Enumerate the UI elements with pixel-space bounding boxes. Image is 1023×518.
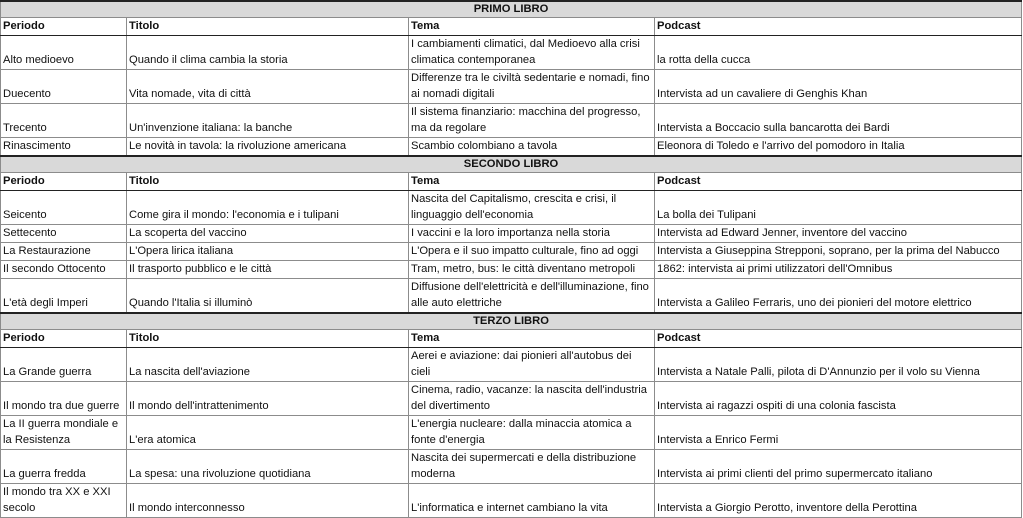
table-row: [1, 348, 1022, 382]
cell-tema: L'informatica e internet cambiano la vita: [409, 484, 655, 518]
cell-periodo: La Restaurazione: [1, 243, 127, 261]
table-row: [1, 243, 1022, 261]
table-row: [1, 138, 1022, 157]
table-row: [1, 416, 1022, 450]
cell-podcast: la rotta della cucca: [655, 36, 1022, 70]
table-row: [1, 382, 1022, 416]
cell-periodo: La guerra fredda: [1, 450, 127, 484]
cell-tema: Aerei e aviazione: dai pionieri all'autobus dei cieli: [409, 348, 655, 382]
cell-periodo: Il secondo Ottocento: [1, 261, 127, 279]
column-header-tema: Tema: [409, 330, 655, 348]
cell-podcast: 1862: intervista ai primi utilizzatori dell'Omnibus: [655, 261, 1022, 279]
cell-tema: Scambio colombiano a tavola: [409, 138, 655, 157]
cell-titolo: La nascita dell'aviazione: [127, 348, 409, 382]
cell-podcast: Intervista a Giuseppina Strepponi, soprano, per la prima del Nabucco: [655, 243, 1022, 261]
cell-tema: I vaccini e la loro importanza nella storia: [409, 225, 655, 243]
cell-podcast: Intervista ai ragazzi ospiti di una colonia fascista: [655, 382, 1022, 416]
cell-periodo: Rinascimento: [1, 138, 127, 157]
cell-tema: Cinema, radio, vacanze: la nascita dell'industria del divertimento: [409, 382, 655, 416]
column-header-titolo: Titolo: [127, 330, 409, 348]
cell-titolo: Quando il clima cambia la storia: [127, 36, 409, 70]
section-title: PRIMO LIBRO: [1, 1, 1022, 18]
cell-podcast: Intervista a Enrico Fermi: [655, 416, 1022, 450]
cell-periodo: La II guerra mondiale e la Resistenza: [1, 416, 127, 450]
column-header-podcast: Podcast: [655, 330, 1022, 348]
column-header-podcast: Podcast: [655, 18, 1022, 36]
section-header-terzo-libro: [1, 313, 1022, 330]
cell-tema: Diffusione dell'elettricità e dell'illuminazione, fino alle auto elettriche: [409, 279, 655, 314]
cell-periodo: Alto medioevo: [1, 36, 127, 70]
column-header-periodo: Periodo: [1, 18, 127, 36]
cell-titolo: Il mondo interconnesso: [127, 484, 409, 518]
cell-tema: L'energia nucleare: dalla minaccia atomica a fonte d'energia: [409, 416, 655, 450]
cell-tema: Differenze tra le civiltà sedentarie e nomadi, fino ai nomadi digitali: [409, 70, 655, 104]
table-row: [1, 191, 1022, 225]
table-row: [1, 104, 1022, 138]
column-header-row: [1, 173, 1022, 191]
section-header-primo-libro: [1, 1, 1022, 18]
cell-podcast: Intervista a Boccacio sulla bancarotta dei Bardi: [655, 104, 1022, 138]
cell-titolo: L'era atomica: [127, 416, 409, 450]
cell-podcast: Intervista a Galileo Ferraris, uno dei pionieri del motore elettrico: [655, 279, 1022, 314]
cell-tema: Il sistema finanziario: macchina del progresso, ma da regolare: [409, 104, 655, 138]
cell-titolo: La scoperta del vaccino: [127, 225, 409, 243]
cell-titolo: Come gira il mondo: l'economia e i tulipani: [127, 191, 409, 225]
column-header-tema: Tema: [409, 18, 655, 36]
cell-periodo: L'età degli Imperi: [1, 279, 127, 314]
section-title: SECONDO LIBRO: [1, 156, 1022, 173]
section-header-secondo-libro: [1, 156, 1022, 173]
column-header-periodo: Periodo: [1, 173, 127, 191]
cell-tema: I cambiamenti climatici, dal Medioevo alla crisi climatica contemporanea: [409, 36, 655, 70]
table-body: [1, 1, 1022, 518]
cell-podcast: Intervista ad Edward Jenner, inventore del vaccino: [655, 225, 1022, 243]
cell-tema: Nascita dei supermercati e della distribuzione moderna: [409, 450, 655, 484]
cell-podcast: Eleonora di Toledo e l'arrivo del pomodoro in Italia: [655, 138, 1022, 157]
section-title: TERZO LIBRO: [1, 313, 1022, 330]
cell-periodo: Il mondo tra due guerre: [1, 382, 127, 416]
column-header-tema: Tema: [409, 173, 655, 191]
cell-tema: Nascita del Capitalismo, crescita e crisi, il linguaggio dell'economia: [409, 191, 655, 225]
table-row: [1, 225, 1022, 243]
cell-podcast: Intervista a Natale Palli, pilota di D'Annunzio per il volo su Vienna: [655, 348, 1022, 382]
cell-podcast: Intervista ai primi clienti del primo supermercato italiano: [655, 450, 1022, 484]
cell-tema: Tram, metro, bus: le città diventano metropoli: [409, 261, 655, 279]
cell-titolo: Il trasporto pubblico e le città: [127, 261, 409, 279]
table-row: [1, 279, 1022, 314]
cell-titolo: Vita nomade, vita di città: [127, 70, 409, 104]
table-row: [1, 70, 1022, 104]
cell-periodo: Trecento: [1, 104, 127, 138]
cell-titolo: Un'invenzione italiana: la banche: [127, 104, 409, 138]
table-row: [1, 484, 1022, 518]
column-header-titolo: Titolo: [127, 18, 409, 36]
cell-podcast: Intervista ad un cavaliere di Genghis Khan: [655, 70, 1022, 104]
column-header-row: [1, 18, 1022, 36]
column-header-podcast: Podcast: [655, 173, 1022, 191]
cell-periodo: Il mondo tra XX e XXI secolo: [1, 484, 127, 518]
table-row: [1, 36, 1022, 70]
cell-periodo: Settecento: [1, 225, 127, 243]
cell-titolo: Il mondo dell'intrattenimento: [127, 382, 409, 416]
cell-titolo: Quando l'Italia si illuminò: [127, 279, 409, 314]
cell-titolo: La spesa: una rivoluzione quotidiana: [127, 450, 409, 484]
cell-periodo: La Grande guerra: [1, 348, 127, 382]
cell-titolo: Le novità in tavola: la rivoluzione americana: [127, 138, 409, 157]
cell-periodo: Seicento: [1, 191, 127, 225]
cell-titolo: L'Opera lirica italiana: [127, 243, 409, 261]
cell-podcast: Intervista a Giorgio Perotto, inventore della Perottina: [655, 484, 1022, 518]
table-row: [1, 261, 1022, 279]
table-row: [1, 450, 1022, 484]
column-header-titolo: Titolo: [127, 173, 409, 191]
cell-podcast: La bolla dei Tulipani: [655, 191, 1022, 225]
column-header-periodo: Periodo: [1, 330, 127, 348]
cell-tema: L'Opera e il suo impatto culturale, fino ad oggi: [409, 243, 655, 261]
cell-periodo: Duecento: [1, 70, 127, 104]
column-header-row: [1, 330, 1022, 348]
